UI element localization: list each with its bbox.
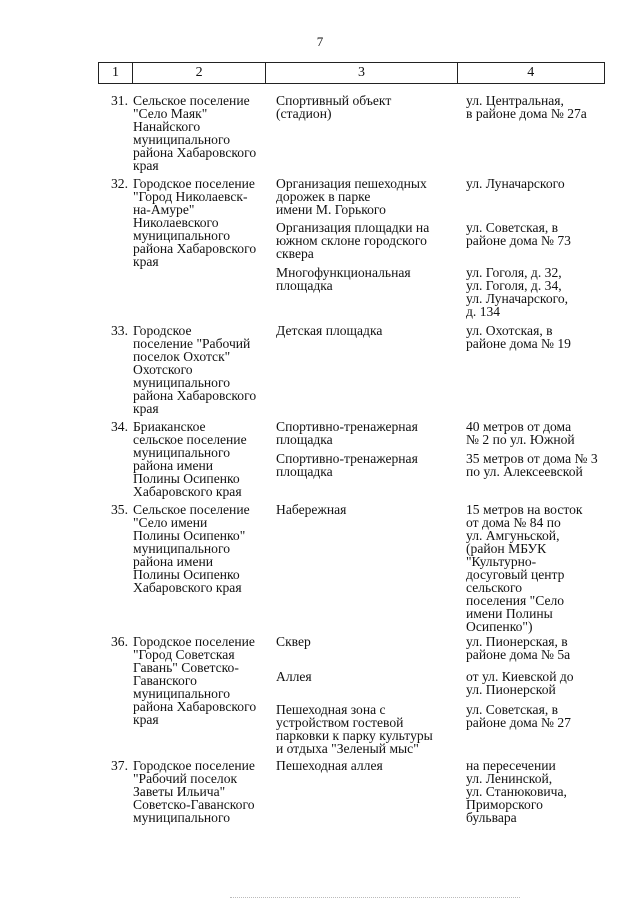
- header-col-3: 3: [266, 63, 457, 83]
- row-number: 33.: [111, 323, 128, 338]
- row-number: 36.: [111, 634, 128, 649]
- object-name: Организация площадки на южном склоне городского сквера: [276, 220, 430, 261]
- settlement-name: Сельское поселение "Село имени Полины Осипенко" муниципального района имени Полины Осипенко Хабаровского края: [133, 502, 250, 595]
- object-name: Многофункциональная площадка: [276, 265, 411, 293]
- object-name: Спортивно-тренажерная площадка: [276, 451, 418, 479]
- table-header: [98, 62, 605, 84]
- object-address: от ул. Киевской до ул. Пионерской: [466, 669, 574, 697]
- header-col-4: 4: [527, 65, 535, 80]
- settlement-name: Городское поселение "Рабочий поселок Заветы Ильича" Советско-Гаванского муниципального: [133, 758, 255, 825]
- settlement-name: Городское поселение "Рабочий поселок Охотск" Охотского муниципального района Хабаровского края: [133, 323, 257, 416]
- footer-divider: [230, 897, 520, 899]
- row-number: 35.: [111, 502, 128, 517]
- object-name: Детская площадка: [276, 323, 383, 338]
- object-address: 35 метров от дома № 3 по ул. Алексеевской: [466, 451, 598, 479]
- object-address: ул. Луначарского: [466, 176, 565, 191]
- header-col-2: 2: [133, 63, 266, 83]
- settlement-name: Сельское поселение "Село Маяк" Нанайского муниципального района Хабаровского края: [133, 93, 257, 173]
- settlement-name: Городское поселение "Город Советская Гавань" Советско- Гаванского муниципального района Хабаровского края: [133, 634, 257, 727]
- page-number: 7: [316, 34, 324, 49]
- object-address: ул. Охотская, в районе дома № 19: [466, 323, 571, 351]
- object-name: Пешеходная аллея: [276, 758, 383, 773]
- object-name: Организация пешеходных дорожек в парке имени М. Горького: [276, 176, 427, 217]
- settlement-name: Городское поселение "Город Николаевск- на-Амуре" Николаевского муниципального района Хабаровского края: [133, 176, 257, 269]
- row-number: 37.: [111, 758, 128, 773]
- object-address: ул. Пионерская, в районе дома № 5а: [466, 634, 571, 662]
- row-number: 32.: [111, 176, 128, 191]
- object-address: ул. Советская, в районе дома № 73: [466, 220, 571, 248]
- object-address: ул. Советская, в районе дома № 27: [466, 702, 571, 730]
- object-address: на пересечении ул. Ленинской, ул. Станюковича, Приморского бульвара: [466, 758, 567, 825]
- object-address: 40 метров от дома № 2 по ул. Южной: [466, 419, 575, 447]
- object-name: Аллея: [276, 669, 312, 684]
- row-number: 34.: [111, 419, 128, 434]
- object-address: 15 метров на восток от дома № 84 по ул. Амгуньской, (район МБУК "Культурно- досуговый центр сельского поселения "Село имени Полины Осипенко"): [466, 502, 583, 634]
- object-name: Набережная: [276, 502, 347, 517]
- row-number: 31.: [111, 93, 128, 108]
- object-name: Сквер: [276, 634, 311, 649]
- object-name: Пешеходная зона с устройством гостевой парковки к парку культуры и отдыха "Зеленый мыс": [276, 702, 433, 756]
- object-name: Спортивный объект (стадион): [276, 93, 392, 121]
- object-address: ул. Центральная, в районе дома № 27а: [466, 93, 587, 121]
- settlement-name: Бриаканское сельское поселение муниципального района имени Полины Осипенко Хабаровского края: [133, 419, 247, 499]
- object-address: ул. Гоголя, д. 32, ул. Гоголя, д. 34, ул. Луначарского, д. 134: [466, 265, 569, 319]
- header-col-1: 1: [99, 63, 133, 83]
- object-name: Спортивно-тренажерная площадка: [276, 419, 418, 447]
